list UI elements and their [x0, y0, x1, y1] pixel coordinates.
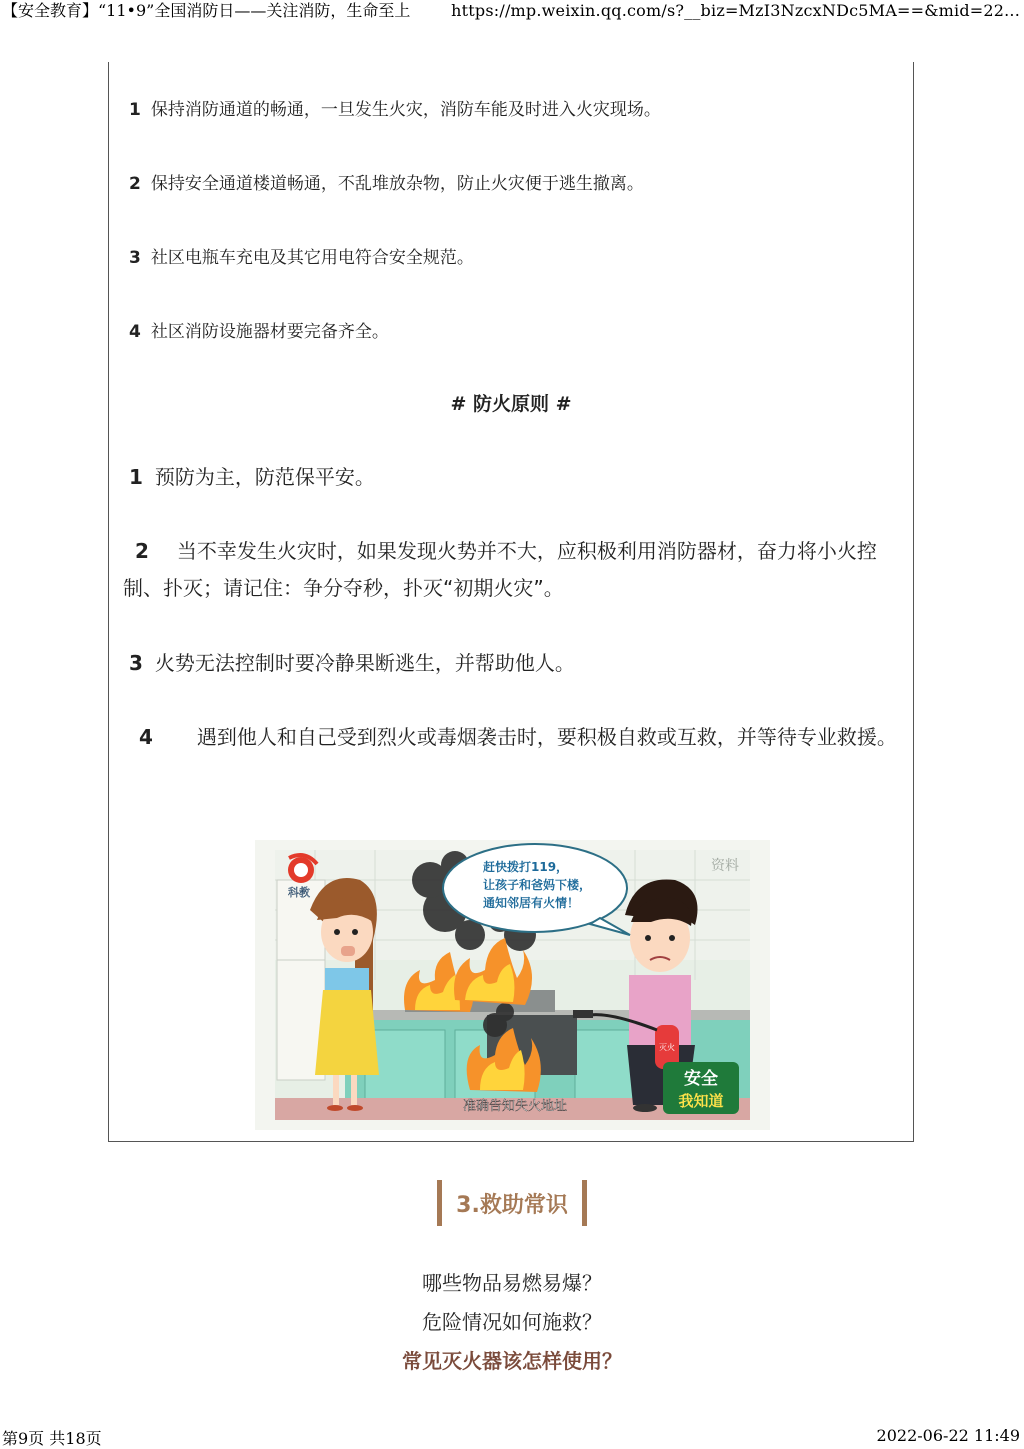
principle-item: [123, 645, 903, 682]
print-header: [0, 0, 1024, 24]
section-3-label: 3.救助常识: [456, 1192, 568, 1218]
community-item: [129, 95, 661, 120]
community-item: [129, 317, 389, 342]
item-number: 4: [139, 725, 153, 749]
community-item: [129, 169, 644, 194]
item-text: 社区电瓶车充电及其它用电符合安全规范。: [150, 248, 474, 268]
item-text: 当不幸发生火灾时，如果发现火势并不大，应积极利用消防器材，奋力将小火控制、扑灭；请记住：争分夺秒，扑灭“初期火灾”。: [123, 539, 877, 600]
safety-badge: [663, 1062, 739, 1114]
item-text: 火势无法控制时要冷静果断逃生，并帮助他人。: [154, 651, 575, 675]
badge-line: 安全: [684, 1069, 718, 1089]
page-counter: 第9页 共18页: [2, 1429, 102, 1448]
print-datetime: 2022-06-22 11:49: [876, 1426, 1020, 1445]
item-number: 2: [135, 539, 149, 563]
item-number: 3: [129, 248, 141, 268]
extinguisher-label: 灭火: [659, 1043, 675, 1052]
item-text: 保持安全通道楼道畅通，不乱堆放杂物，防止火灾便于逃生撤离。: [150, 174, 644, 194]
bubble-line: 赶快拨打119，: [483, 860, 569, 874]
document-title: 【安全教育】“11•9”全国消防日——关注消防，生命至上: [2, 1, 411, 20]
page-url[interactable]: https://mp.weixin.qq.com/s?__biz=MzI3NzcxNDc5MA==&mid=22...: [451, 1, 1020, 20]
illustration-scene: [255, 840, 770, 1130]
fire-safety-illustration: [255, 840, 770, 1130]
principle-item: [123, 459, 903, 496]
title-bar-right: [582, 1180, 587, 1226]
corner-watermark: 资料: [711, 858, 739, 874]
item-text: 社区消防设施器材要完备齐全。: [150, 322, 389, 342]
title-bar-left: [437, 1180, 442, 1226]
section-3-title: [0, 1180, 1024, 1228]
item-number: 1: [129, 465, 143, 489]
community-item: [129, 243, 474, 268]
badge-line: 我知道: [678, 1092, 724, 1110]
item-text: 预防为主，防范保平安。: [154, 465, 375, 489]
item-text: 遇到他人和自己受到烈火或毒烟袭击时，要积极自救或互救，并等待专业救援。: [196, 725, 897, 749]
question-line: 危险情况如何施救？: [422, 1310, 602, 1334]
bubble-line: 让孩子和爸妈下楼，: [483, 878, 592, 892]
content-box: [108, 62, 914, 1142]
section-heading: # 防火原则 #: [450, 393, 572, 415]
bubble-line: 通知邻居有火情！: [483, 896, 580, 910]
print-footer: [0, 1424, 1024, 1446]
question-line-highlight: 常见灭火器该怎样使用？: [402, 1349, 622, 1373]
principle-item: [123, 533, 903, 607]
principle-item: [123, 719, 903, 756]
item-number: 3: [129, 651, 143, 675]
channel-logo-text: 科教: [288, 886, 310, 899]
item-number: 1: [129, 100, 141, 120]
illustration-caption: 准确告知失火地址: [462, 1099, 568, 1114]
item-number: 2: [129, 174, 141, 194]
question-line: 哪些物品易燃易爆？: [422, 1271, 602, 1295]
item-text: 保持消防通道的畅通，一旦发生火灾，消防车能及时进入火灾现场。: [150, 100, 661, 120]
item-number: 4: [129, 322, 141, 342]
